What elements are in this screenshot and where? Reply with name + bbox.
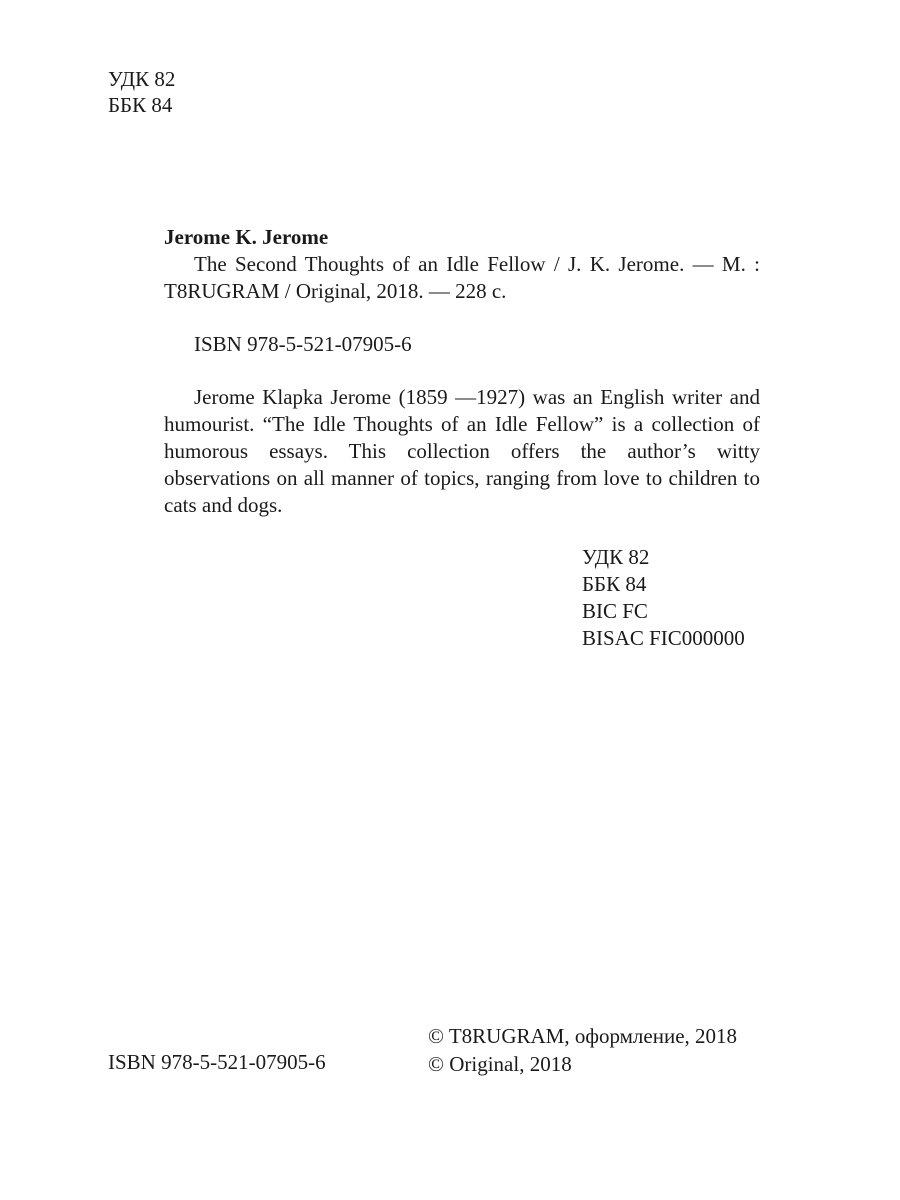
- copyright-notices: [428, 1022, 737, 1078]
- author-name: Jerome K. Jerome: [164, 225, 329, 249]
- top-bbk-code: ББК 84: [108, 93, 173, 117]
- bbk-code: ББК 84: [582, 572, 647, 596]
- top-udk-code: УДК 82: [108, 67, 176, 91]
- catalog-record: [164, 224, 760, 519]
- udk-code: УДК 82: [582, 545, 650, 569]
- copyright-design: © T8RUGRAM, оформление, 2018: [428, 1024, 738, 1048]
- copyright-original: © Original, 2018: [428, 1052, 572, 1076]
- bibliographic-citation: The Second Thoughts of an Idle Fellow / J. K. Jerome. — M. : T8RUGRAM / Original, 2018. — 228 c.: [164, 252, 760, 303]
- book-annotation: Jerome Klapka Jerome (1859 —1927) was an English writer and humourist. “The Idle Thoughts of an Idle Fellow” is a collection of humorous essays. This collection offers the author’s witty observations on all manner of topics, ranging from love to children to cats and dogs.: [164, 385, 760, 517]
- bic-code: BIC FC: [582, 599, 648, 623]
- classification-codes: [582, 544, 745, 652]
- top-classification-codes: [108, 66, 175, 118]
- bisac-code: BISAC FIC000000: [582, 626, 745, 650]
- catalog-isbn: ISBN 978-5-521-07905-6: [194, 332, 412, 356]
- footer-isbn: ISBN 978-5-521-07905-6: [108, 1050, 326, 1074]
